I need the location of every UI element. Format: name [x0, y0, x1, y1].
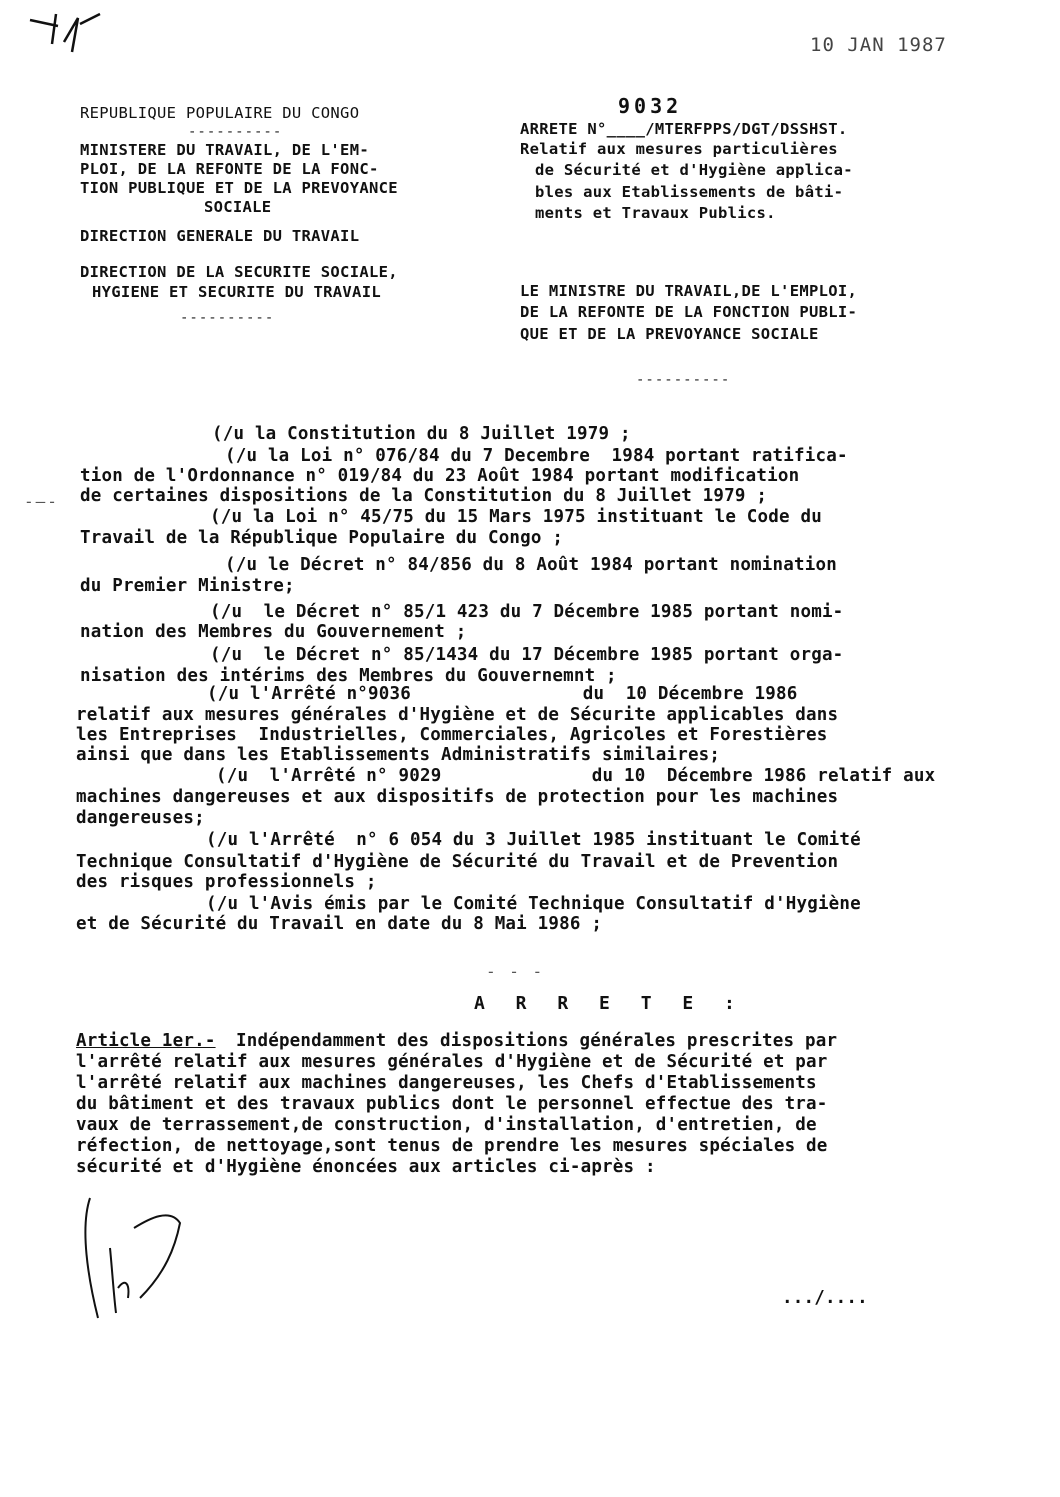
visa-line: (/u la Loi n° 45/75 du 15 Mars 1975 instituant le Code du: [210, 507, 822, 527]
visa-line: du Premier Ministre;: [80, 576, 295, 596]
visa-line: (/u la Loi n° 076/84 du 7 Decembre 1984 portant ratifica-: [225, 446, 848, 466]
visa-line: (/u le Décret n° 85/1434 du 17 Décembre 1985 portant orga-: [210, 645, 844, 665]
article-line: l'arrêté relatif aux mesures générales d'Hygiène et de Sécurité et par: [76, 1052, 828, 1072]
subject-line-3: bles aux Etablissements de bâti-: [535, 183, 844, 201]
visa-line: nisation des intérims des Membres du Gouvernemnt ;: [80, 666, 617, 686]
direction-generale: DIRECTION GENERALE DU TRAVAIL: [80, 227, 360, 245]
visa-line: (/u le Décret n° 84/856 du 8 Août 1984 portant nomination: [225, 555, 837, 575]
article-line: Indépendamment des dispositions générales prescrites par: [236, 1031, 838, 1051]
minister-line-2: DE LA REFONTE DE LA FONCTION PUBLI-: [520, 303, 858, 321]
visa-line: les Entreprises Industrielles, Commerciales, Agricoles et Forestières: [76, 725, 828, 745]
visa-line: de certaines dispositions de la Constitution du 8 Juillet 1979 ;: [80, 486, 768, 506]
visa-line: (/u le Décret n° 85/1 423 du 7 Décembre 1985 portant nomi-: [210, 602, 844, 622]
visa-line: Travail de la République Populaire du Congo ;: [80, 528, 564, 548]
visa-line: tion de l'Ordonnance n° 019/84 du 23 Août 1984 portant modification: [80, 466, 800, 486]
visa-line: ainsi que dans les Etablissements Administratifs similaires;: [76, 745, 721, 765]
visa-line: Technique Consultatif d'Hygiène de Sécurité du Travail et de Prevention: [76, 852, 839, 872]
visa-line: (/u la Constitution du 8 Juillet 1979 ;: [212, 424, 631, 444]
article-label: Article 1er.-: [76, 1031, 216, 1051]
minister-line-1: LE MINISTRE DU TRAVAIL,DE L'EMPLOI,: [520, 282, 858, 300]
separator-left-2: ----------: [180, 310, 275, 326]
signature-scribble: [70, 1188, 200, 1328]
visa-line: (/u l'Arrêté n°9036 du 10 Décembre 1986: [207, 684, 798, 704]
date-stamp: 10 JAN 1987: [810, 34, 947, 56]
visa-line: dangereuses;: [76, 808, 205, 828]
visa-line: relatif aux mesures générales d'Hygiène et de Sécurite applicables dans: [76, 705, 839, 725]
article-line: sécurité et d'Hygiène énoncées aux articles ci-après :: [76, 1157, 656, 1177]
separator-left-1: ----------: [188, 124, 283, 140]
separator-right: ----------: [636, 372, 731, 388]
corner-scribble: [28, 12, 108, 57]
article-line: l'arrêté relatif aux machines dangereuses, les Chefs d'Etablissements: [76, 1073, 817, 1093]
article-line: vaux de terrassement,de construction, d'installation, d'entretien, de: [76, 1115, 817, 1135]
ministry-line-2: PLOI, DE LA REFONTE DE LA FONC-: [80, 160, 379, 178]
visa-line: (/u l'Avis émis par le Comité Technique Consultatif d'Hygiène: [206, 894, 861, 914]
article-line: du bâtiment et des travaux publics dont le personnel effectue des tra-: [76, 1094, 828, 1114]
subject-line-2: de Sécurité et d'Hygiène applica-: [535, 161, 853, 179]
visa-line: nation des Membres du Gouvernement ;: [80, 622, 467, 642]
subject-line-1: Relatif aux mesures particulières: [520, 140, 838, 158]
visa-line: (/u l'Arrêté n° 9029 du 10 Décembre 1986 relatif aux: [216, 766, 936, 786]
visa-line: et de Sécurité du Travail en date du 8 Mai 1986 ;: [76, 914, 603, 934]
subject-line-4: ments et Travaux Publics.: [535, 204, 776, 222]
article-line: réfection, de nettoyage,sont tenus de prendre les mesures spéciales de: [76, 1136, 828, 1156]
republic-name: REPUBLIQUE POPULAIRE DU CONGO: [80, 104, 360, 122]
arrete-heading: A R R E T E :: [474, 993, 745, 1014]
arrete-number: 9032: [618, 94, 683, 118]
ministry-line-4: SOCIALE: [204, 198, 272, 216]
visa-line: machines dangereuses et aux dispositifs de protection pour les machines: [76, 787, 839, 807]
ministry-line-1: MINISTERE DU TRAVAIL, DE L'EM-: [80, 141, 369, 159]
direction-securite-line-1: DIRECTION DE LA SECURITE SOCIALE,: [80, 263, 398, 281]
direction-securite-line-2: HYGIENE ET SECURITE DU TRAVAIL: [92, 283, 381, 301]
arrete-reference: ARRETE N°____/MTERFPPS/DGT/DSSHST.: [520, 120, 848, 138]
margin-mark: -—-: [24, 492, 59, 511]
small-separator: - - -: [486, 962, 545, 981]
visa-line: des risques professionnels ;: [76, 872, 377, 892]
ministry-line-3: TION PUBLIQUE ET DE LA PREVOYANCE: [80, 179, 398, 197]
visa-line: (/u l'Arrêté n° 6 054 du 3 Juillet 1985 instituant le Comité: [206, 830, 861, 850]
minister-line-3: QUE ET DE LA PREVOYANCE SOCIALE: [520, 325, 819, 343]
continuation-marker: .../....: [782, 1288, 868, 1308]
